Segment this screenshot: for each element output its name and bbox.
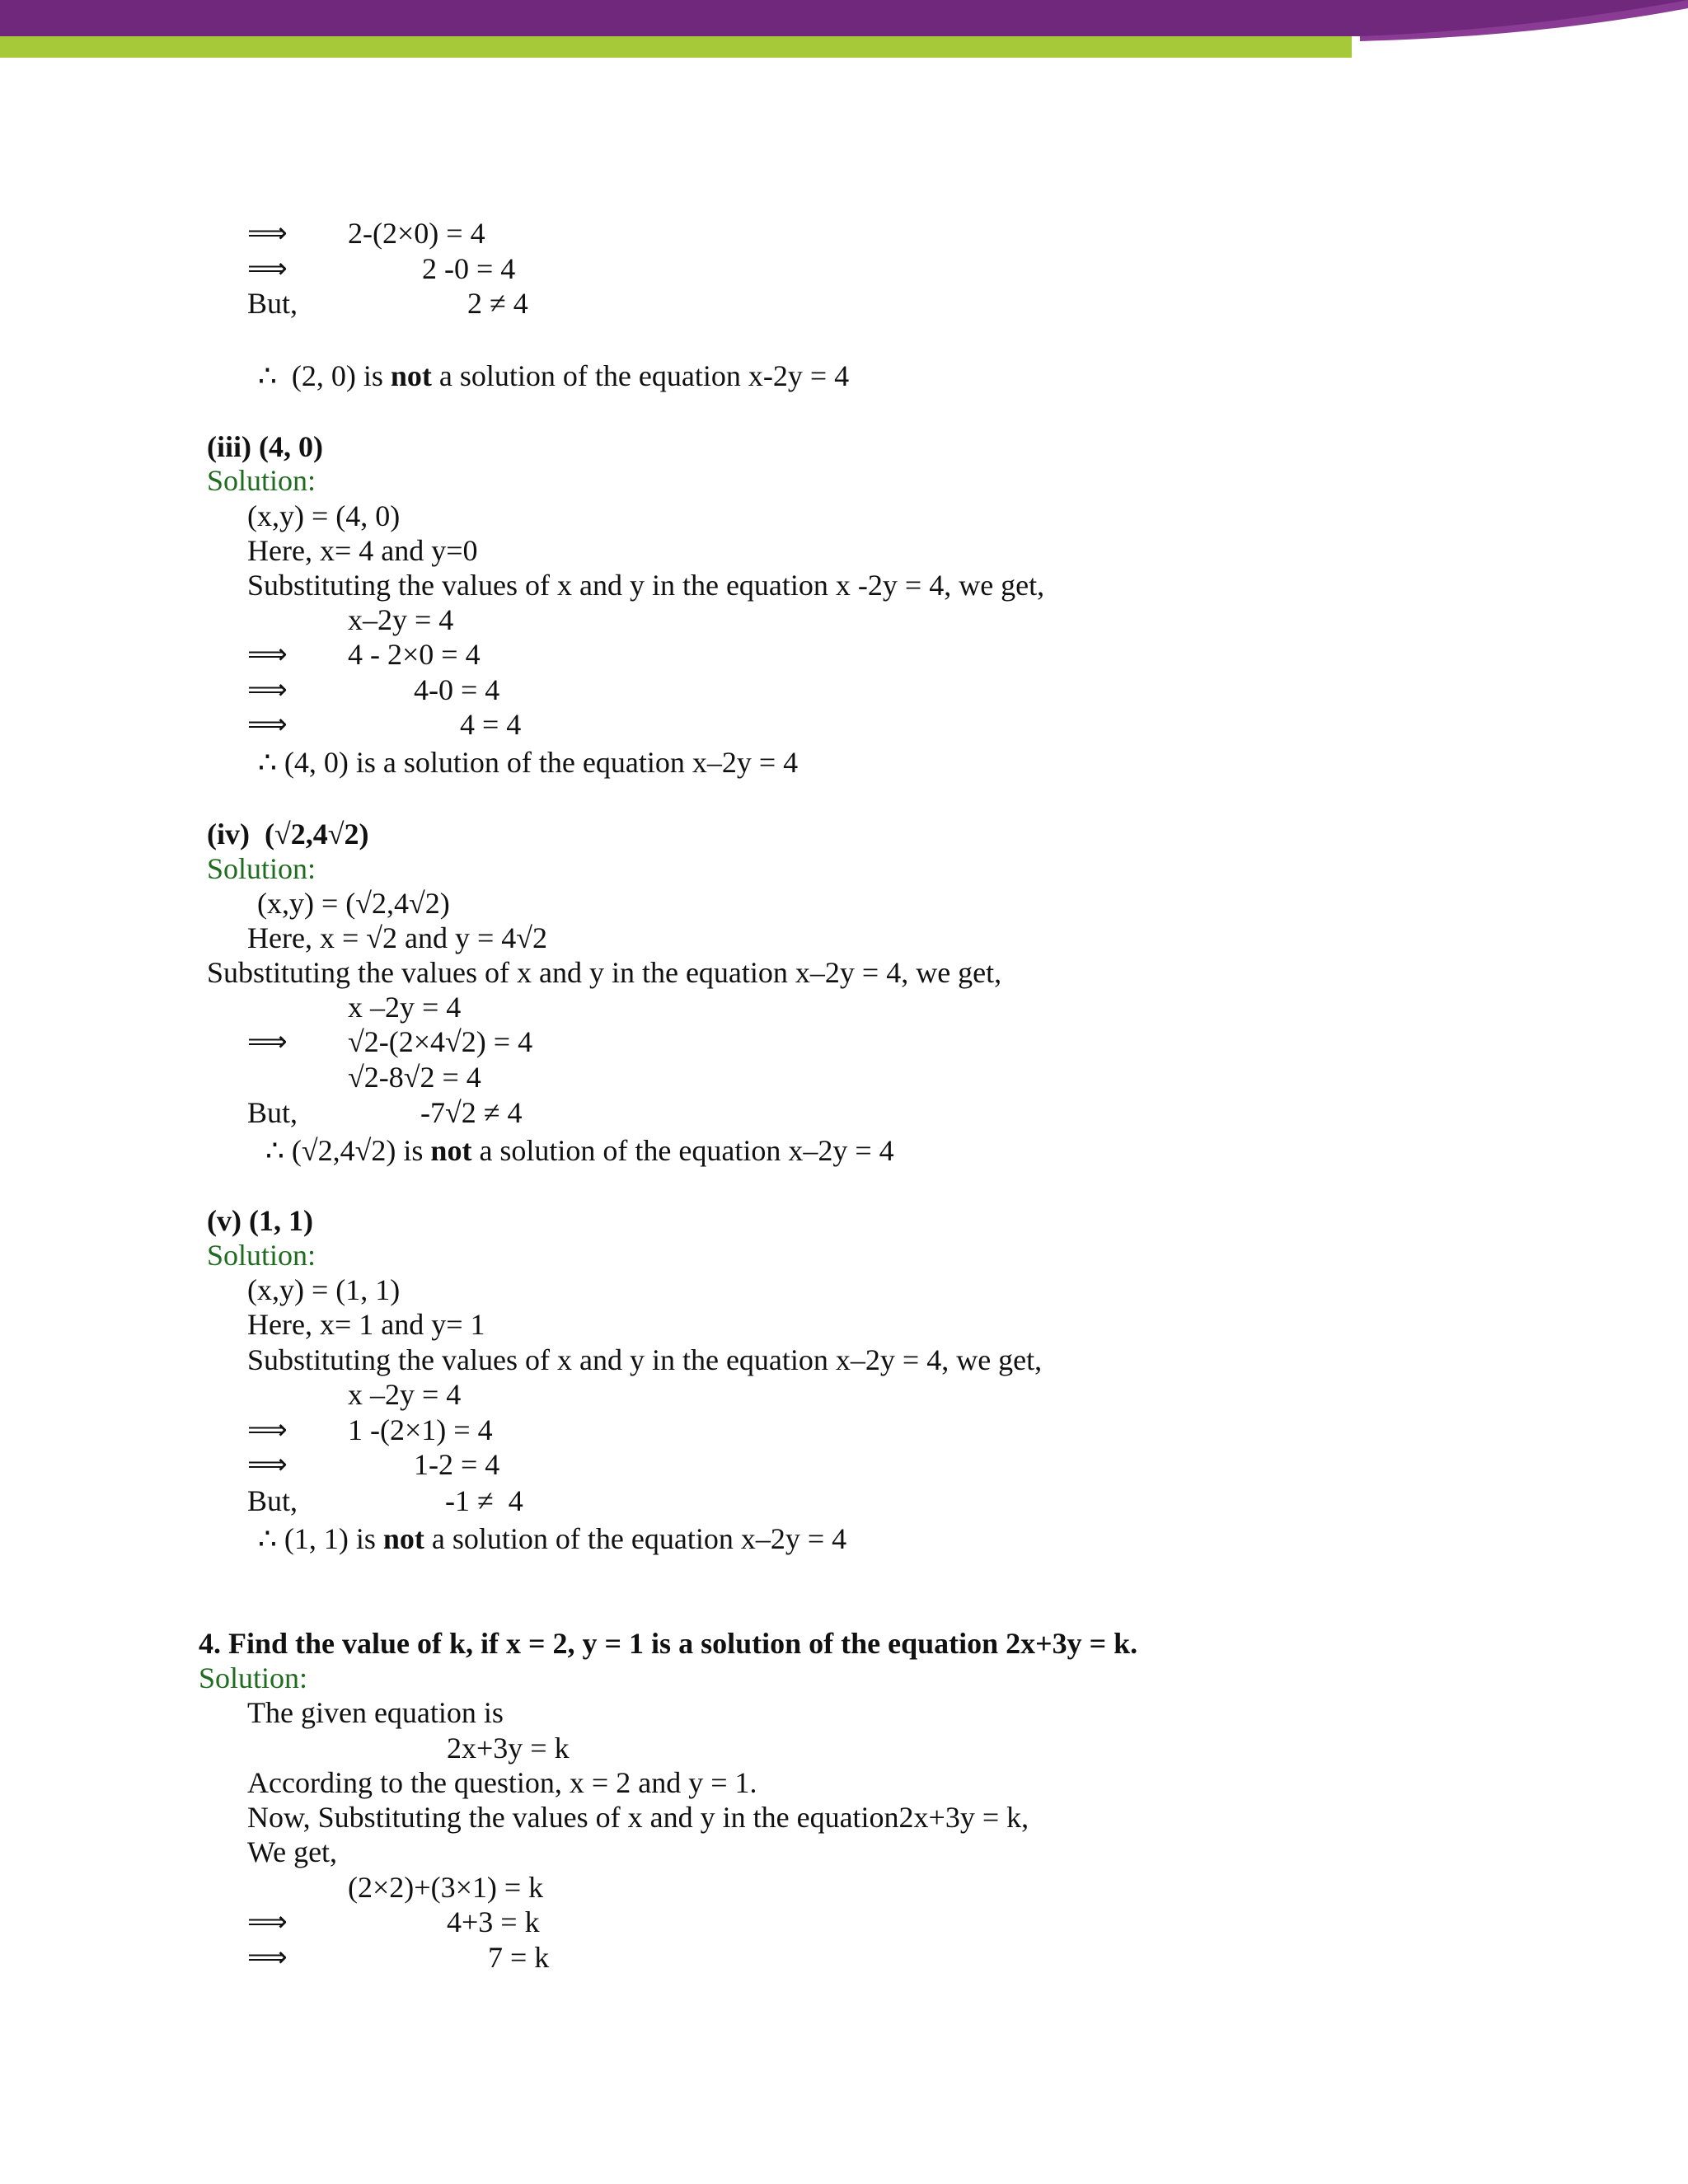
equation-step: 4+3 = k	[447, 1905, 540, 1938]
part-heading: (iv) (√2,4√2)	[207, 818, 369, 851]
here-line: Here, x= 4 and y=0	[247, 534, 478, 567]
substituting-line: Substituting the values of x and y in the equation x–2y = 4, we get,	[247, 1343, 1043, 1376]
solution-label: Solution:	[207, 464, 316, 497]
equation-step: 1-2 = 4	[414, 1448, 500, 1481]
equation-step: 2 -0 = 4	[422, 252, 516, 285]
implies-symbol: ⟹	[247, 1413, 288, 1446]
therefore-symbol: ∴	[265, 1134, 284, 1167]
here-line: Here, x = √2 and y = 4√2	[247, 921, 548, 954]
here-line: Here, x= 1 and y= 1	[247, 1308, 485, 1341]
equation-step: √2-(2×4√2) = 4	[348, 1025, 533, 1058]
part-heading: (v) (1, 1)	[207, 1204, 313, 1237]
substituting-line: Substituting the values of x and y in the equation x–2y = 4, we get,	[207, 956, 1002, 989]
equation-step: 4 - 2×0 = 4	[348, 638, 481, 671]
part-heading: (iii) (4, 0)	[207, 430, 323, 463]
conclusion: ∴ (4, 0) is a solution of the equation x–2y = 4	[258, 746, 799, 779]
equation-step: 2-(2×0) = 4	[348, 217, 485, 250]
solution-label: Solution:	[199, 1661, 308, 1694]
equation: x –2y = 4	[348, 1378, 462, 1411]
according-line: According to the question, x = 2 and y = 1.	[247, 1766, 757, 1799]
equation: 2x+3y = k	[447, 1732, 570, 1765]
but-label: But,	[247, 287, 298, 320]
equation: x–2y = 4	[348, 603, 454, 636]
pair-line: (x,y) = (4, 0)	[247, 499, 401, 532]
banner-green-stripe	[0, 33, 1352, 58]
therefore-symbol: ∴	[258, 1522, 277, 1555]
solution-label: Solution:	[207, 852, 316, 885]
now-line: Now, Substituting the values of x and y in the equation2x+3y = k,	[247, 1801, 1029, 1834]
equation-step: 7 = k	[488, 1941, 550, 1974]
inequality: -7√2 ≠ 4	[420, 1096, 523, 1129]
implies-symbol: ⟹	[247, 217, 288, 250]
equation-step: (2×2)+(3×1) = k	[348, 1871, 544, 1904]
inequality: -1 ≠ 4	[445, 1484, 523, 1517]
conclusion: ∴ (√2,4√2) is not a solution of the equation x–2y = 4	[265, 1134, 894, 1167]
equation: x –2y = 4	[348, 991, 462, 1024]
given-line: The given equation is	[247, 1696, 504, 1729]
implies-symbol: ⟹	[247, 1941, 288, 1974]
equation-step: 4-0 = 4	[414, 673, 500, 706]
therefore-symbol: ∴	[258, 359, 277, 392]
implies-symbol: ⟹	[247, 1025, 288, 1058]
conclusion: ∴ (2, 0) is not a solution of the equation x-2y = 4	[258, 359, 850, 392]
therefore-symbol: ∴	[258, 746, 277, 779]
pair-line: (x,y) = (√2,4√2)	[257, 887, 450, 920]
equation-step: 4 = 4	[460, 708, 522, 741]
implies-symbol: ⟹	[247, 1448, 288, 1481]
we-get-line: We get,	[247, 1835, 338, 1868]
implies-symbol: ⟹	[247, 708, 288, 741]
equation-step: √2-8√2 = 4	[348, 1061, 481, 1094]
header-banner	[0, 0, 1688, 66]
implies-symbol: ⟹	[247, 1905, 288, 1938]
banner-purple-band	[0, 0, 1688, 36]
question-heading: 4. Find the value of k, if x = 2, y = 1 is a solution of the equation 2x+3y = k.	[199, 1627, 1138, 1660]
conclusion: ∴ (1, 1) is not a solution of the equation x–2y = 4	[258, 1522, 847, 1555]
inequality: 2 ≠ 4	[467, 287, 528, 320]
pair-line: (x,y) = (1, 1)	[247, 1273, 401, 1306]
implies-symbol: ⟹	[247, 252, 288, 285]
implies-symbol: ⟹	[247, 673, 288, 706]
but-label: But,	[247, 1096, 298, 1129]
solution-label: Solution:	[207, 1239, 316, 1272]
implies-symbol: ⟹	[247, 638, 288, 671]
equation-step: 1 -(2×1) = 4	[348, 1413, 493, 1446]
but-label: But,	[247, 1484, 298, 1517]
substituting-line: Substituting the values of x and y in the equation x -2y = 4, we get,	[247, 569, 1045, 602]
